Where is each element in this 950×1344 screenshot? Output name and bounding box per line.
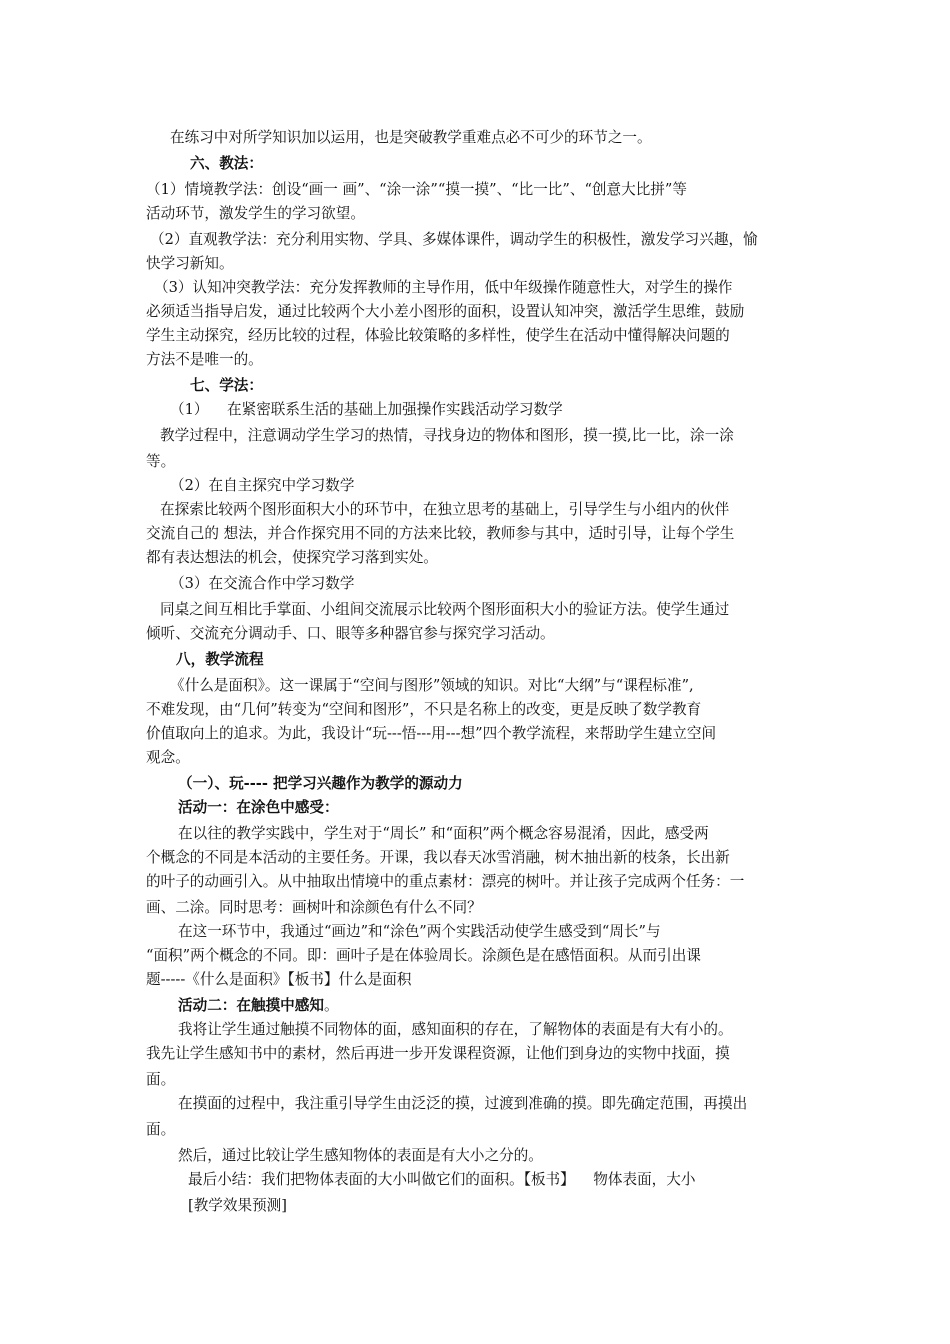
paragraph-line: 教学过程中，注意调动学生学习的热情，寻找身边的物体和图形，摸一摸,比一比，涂一涂	[160, 427, 734, 444]
paragraph-line: 在摸面的过程中，我注重引导学生由泛泛的摸，过渡到准确的摸。即先确定范围，再摸出	[178, 1095, 748, 1112]
paragraph-line: 在这一环节中，我通过“画边”和“涂色”两个实践活动使学生感受到“周长”与	[178, 923, 661, 940]
paragraph-line: （2）在自主探究中学习数学	[170, 477, 355, 494]
paragraph-line: 我先让学生感知书中的素材，然后再进一步开发课程资源，让他们到身边的实物中找面，摸	[146, 1045, 730, 1062]
paragraph-line: 在练习中对所学知识加以运用，也是突破教学重难点必不可少的环节之一。	[170, 129, 652, 146]
activity-heading-two	[178, 996, 339, 1016]
paragraph-line: （1） 在紧密联系生活的基础上加强操作实践活动学习数学	[170, 401, 563, 418]
section-heading-teaching-process: 八，教学流程	[176, 651, 264, 668]
paragraph-line: 不难发现，由“几何”转变为“空间和图形”，不只是名称上的改变，更是反映了数学教育	[146, 701, 702, 718]
paragraph-line: 在探索比较两个图形面积大小的环节中，在独立思考的基础上，引导学生与小组内的伙伴	[160, 501, 730, 518]
activity-heading-two-text: 活动二：在触摸中感知	[178, 997, 324, 1014]
subsection-heading-play: （一）、玩---- 把学习兴趣作为教学的源动力	[178, 775, 463, 792]
paragraph-line: 倾听、交流充分调动手、口、眼等多种器官参与探究学习活动。	[146, 625, 555, 642]
paragraph-line: 个概念的不同是本活动的主要任务。开课，我以春天冰雪消融，树木抽出新的枝条，长出新	[146, 849, 730, 866]
paragraph-line: 快学习新知。	[146, 255, 234, 272]
paragraph-line: 学生主动探究，经历比较的过程，体验比较策略的多样性，使学生在活动中懂得解决问题的	[146, 327, 730, 344]
paragraph-line: 在以往的教学实践中，学生对于“周长” 和“面积”两个概念容易混淆，因此，感受两	[178, 825, 709, 842]
activity-heading-one: 活动一：在涂色中感受：	[178, 799, 339, 816]
paragraph-line: 方法不是唯一的。	[146, 351, 263, 368]
paragraph-line: 面。	[146, 1121, 176, 1138]
paragraph-line: 等。	[146, 453, 176, 470]
paragraph-line: 《什么是面积》。这一课属于“空间与图形”领域的知识。对比“大纲”与“课程标准”,	[170, 677, 694, 694]
paragraph-line: 题-----《什么是面积》【板书】什么是面积	[146, 971, 412, 988]
paragraph-line: 然后，通过比较让学生感知物体的表面是有大小之分的。	[178, 1147, 543, 1164]
paragraph-line: 交流自己的 想法，并合作探究用不同的方法来比较，教师参与其中，适时引导，让每个学生	[146, 525, 735, 542]
paragraph-line: 观念。	[146, 749, 190, 766]
paragraph-line: （3）认知冲突教学法：充分发挥教师的主导作用，低中年级操作随意性大，对学生的操作	[154, 279, 733, 296]
section-heading-teaching-methods: 六、教法：	[190, 155, 263, 172]
paragraph-line: 面。	[146, 1071, 176, 1088]
paragraph-line: [教学效果预测]	[188, 1197, 287, 1214]
paragraph-line: 必须适当指导启发，通过比较两个大小差小图形的面积，设置认知冲突，激活学生思维，鼓励	[146, 303, 745, 320]
paragraph-line: “面积”两个概念的不同。即：画叶子是在体验周长。涂颜色是在感悟面积。从而引出课	[146, 947, 701, 964]
paragraph-line: 最后小结：我们把物体表面的大小叫做它们的面积。【板书】 物体表面，大小	[188, 1171, 696, 1188]
paragraph-line: 的叶子的动画引入。从中抽取出情境中的重点素材：漂亮的树叶。并让孩子完成两个任务：一	[146, 873, 745, 890]
paragraph-line: 我将让学生通过触摸不同物体的面，感知面积的存在，了解物体的表面是有大有小的。	[178, 1021, 733, 1038]
paragraph-line: 活动环节，激发学生的学习欲望。	[146, 205, 365, 222]
activity-heading-two-period: 。	[323, 997, 339, 1014]
paragraph-line: 画、二涂。同时思考：画树叶和涂颜色有什么不同？	[146, 899, 482, 916]
paragraph-line: （2）直观教学法：充分利用实物、学具、多媒体课件，调动学生的积极性，激发学习兴趣，愉	[150, 231, 758, 248]
paragraph-line: 同桌之间互相比手掌面、小组间交流展示比较两个图形面积大小的验证方法。使学生通过	[160, 601, 730, 618]
paragraph-line: （1）情境教学法：创设“画一 画”、“涂一涂”“摸一摸”、“比一比”、“创意大比拼”等	[146, 181, 687, 198]
paragraph-line: 价值取向上的追求。为此，我设计“玩---悟---用---想”四个教学流程，来帮助学生建立空间	[146, 725, 717, 742]
section-heading-learning-methods: 七、学法：	[190, 377, 263, 394]
paragraph-line: 都有表达想法的机会，使探究学习落到实处。	[146, 549, 438, 566]
paragraph-line: （3）在交流合作中学习数学	[170, 575, 355, 592]
